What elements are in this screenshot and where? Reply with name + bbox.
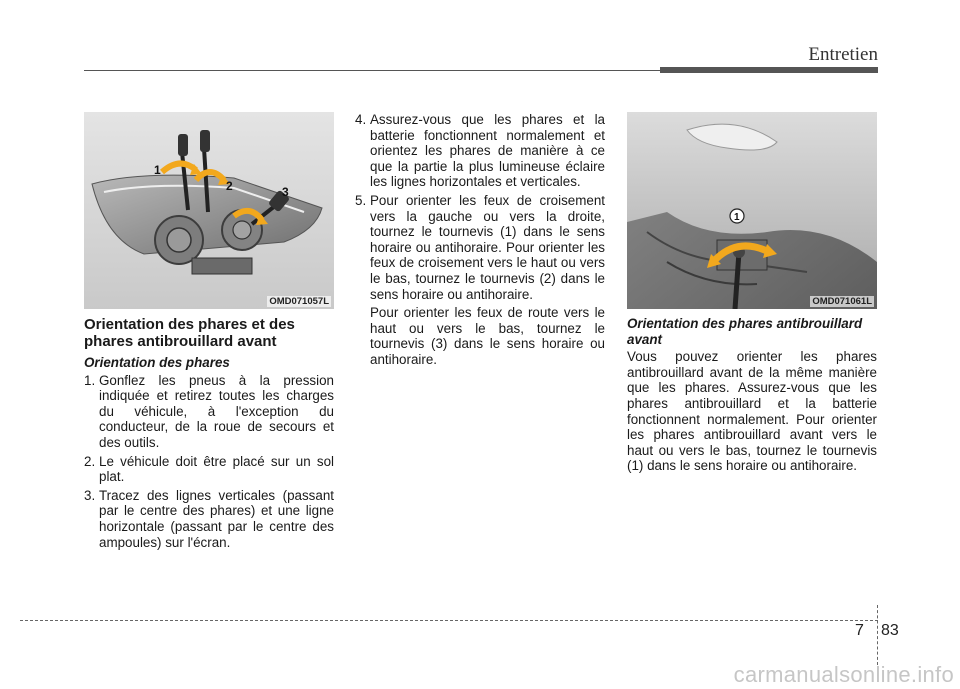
- step-text: Tracez des lignes verticales (passant par le centre des phares) et une ligne horizontale (passant par le centre des ampoules) sur l'écran.: [99, 487, 334, 550]
- paragraph: Pour orienter les feux de route vers le haut ou vers le bas, tournez le tournevis (3) dans le sens horaire ou antihoraire.: [370, 305, 605, 367]
- foglamp-illustration: [627, 112, 877, 309]
- header-rule-thin: [84, 70, 660, 71]
- callout-1: 1: [734, 212, 740, 223]
- column-3: [627, 316, 877, 474]
- step-item: [84, 454, 334, 485]
- headlamp-illustration: [84, 112, 334, 309]
- step-number: 1.: [84, 372, 96, 388]
- step-text: Gonflez les pneus à la pression indiquée et retirez toutes les charges du véhicule, à l'exception du conducteur, de la roue de secours et des outils.: [99, 372, 334, 450]
- step-text: Pour orienter les feux de croisement vers la gauche ou vers la droite, tournez le tournevis (1) dans le sens horaire ou antihoraire. Pour orienter les feux de croisement vers le haut ou vers le bas, tournez le tournevis (2) dans le sens horaire ou antihoraire.: [370, 192, 605, 302]
- subsection-title: Orientation des phares antibrouillard avant: [627, 316, 863, 347]
- paragraph: Vous pouvez orienter les phares antibrouillard avant de la même manière que les phares. Assurez-vous que les phares antibrouillard et la batterie fonctionnent normalement. Pour orienter les phares antibrouillard avant vers le haut ou vers le bas, tournez le tournevis (1) dans le sens horaire ou antihoraire.: [627, 349, 877, 474]
- column-1: [84, 316, 334, 553]
- figure-headlamp-adjustment: [84, 112, 334, 309]
- figure-foglamp-adjustment: [627, 112, 877, 309]
- page-header-title: Entretien: [808, 44, 878, 65]
- step-text: Assurez-vous que les phares et la batterie fonctionnent normalement et orientez les phares de manière à ce que la partie la plus lumineuse éclaire les lignes horizontales et verticales.: [370, 112, 605, 190]
- step-item: [355, 193, 605, 302]
- callout-3: 3: [282, 185, 289, 199]
- step-number: 5.: [355, 192, 367, 208]
- step-item: [84, 373, 334, 451]
- footer-page-divider: [877, 605, 878, 665]
- figure-code: OMD071061L: [812, 296, 872, 307]
- step-item: [355, 112, 605, 190]
- step-number: 3.: [84, 487, 96, 503]
- column-2: [355, 112, 605, 371]
- header-rule-thick: [660, 67, 878, 73]
- callout-1: 1: [154, 163, 161, 177]
- subsection-title: Orientation des phares: [84, 355, 230, 370]
- step-item: [84, 488, 334, 550]
- footer-dashed-rule: [20, 620, 878, 621]
- step-text: Le véhicule doit être placé sur un sol plat.: [99, 453, 334, 485]
- watermark: carmanualsonline.info: [733, 662, 954, 687]
- callout-2: 2: [226, 179, 233, 193]
- chapter-number: 7: [855, 622, 864, 639]
- page-number: 83: [881, 622, 899, 639]
- section-title: Orientation des phares et des phares antibrouillard avant: [84, 316, 295, 350]
- step-number: 2.: [84, 453, 96, 469]
- step-number: 4.: [355, 112, 367, 127]
- figure-code: OMD071057L: [269, 296, 329, 307]
